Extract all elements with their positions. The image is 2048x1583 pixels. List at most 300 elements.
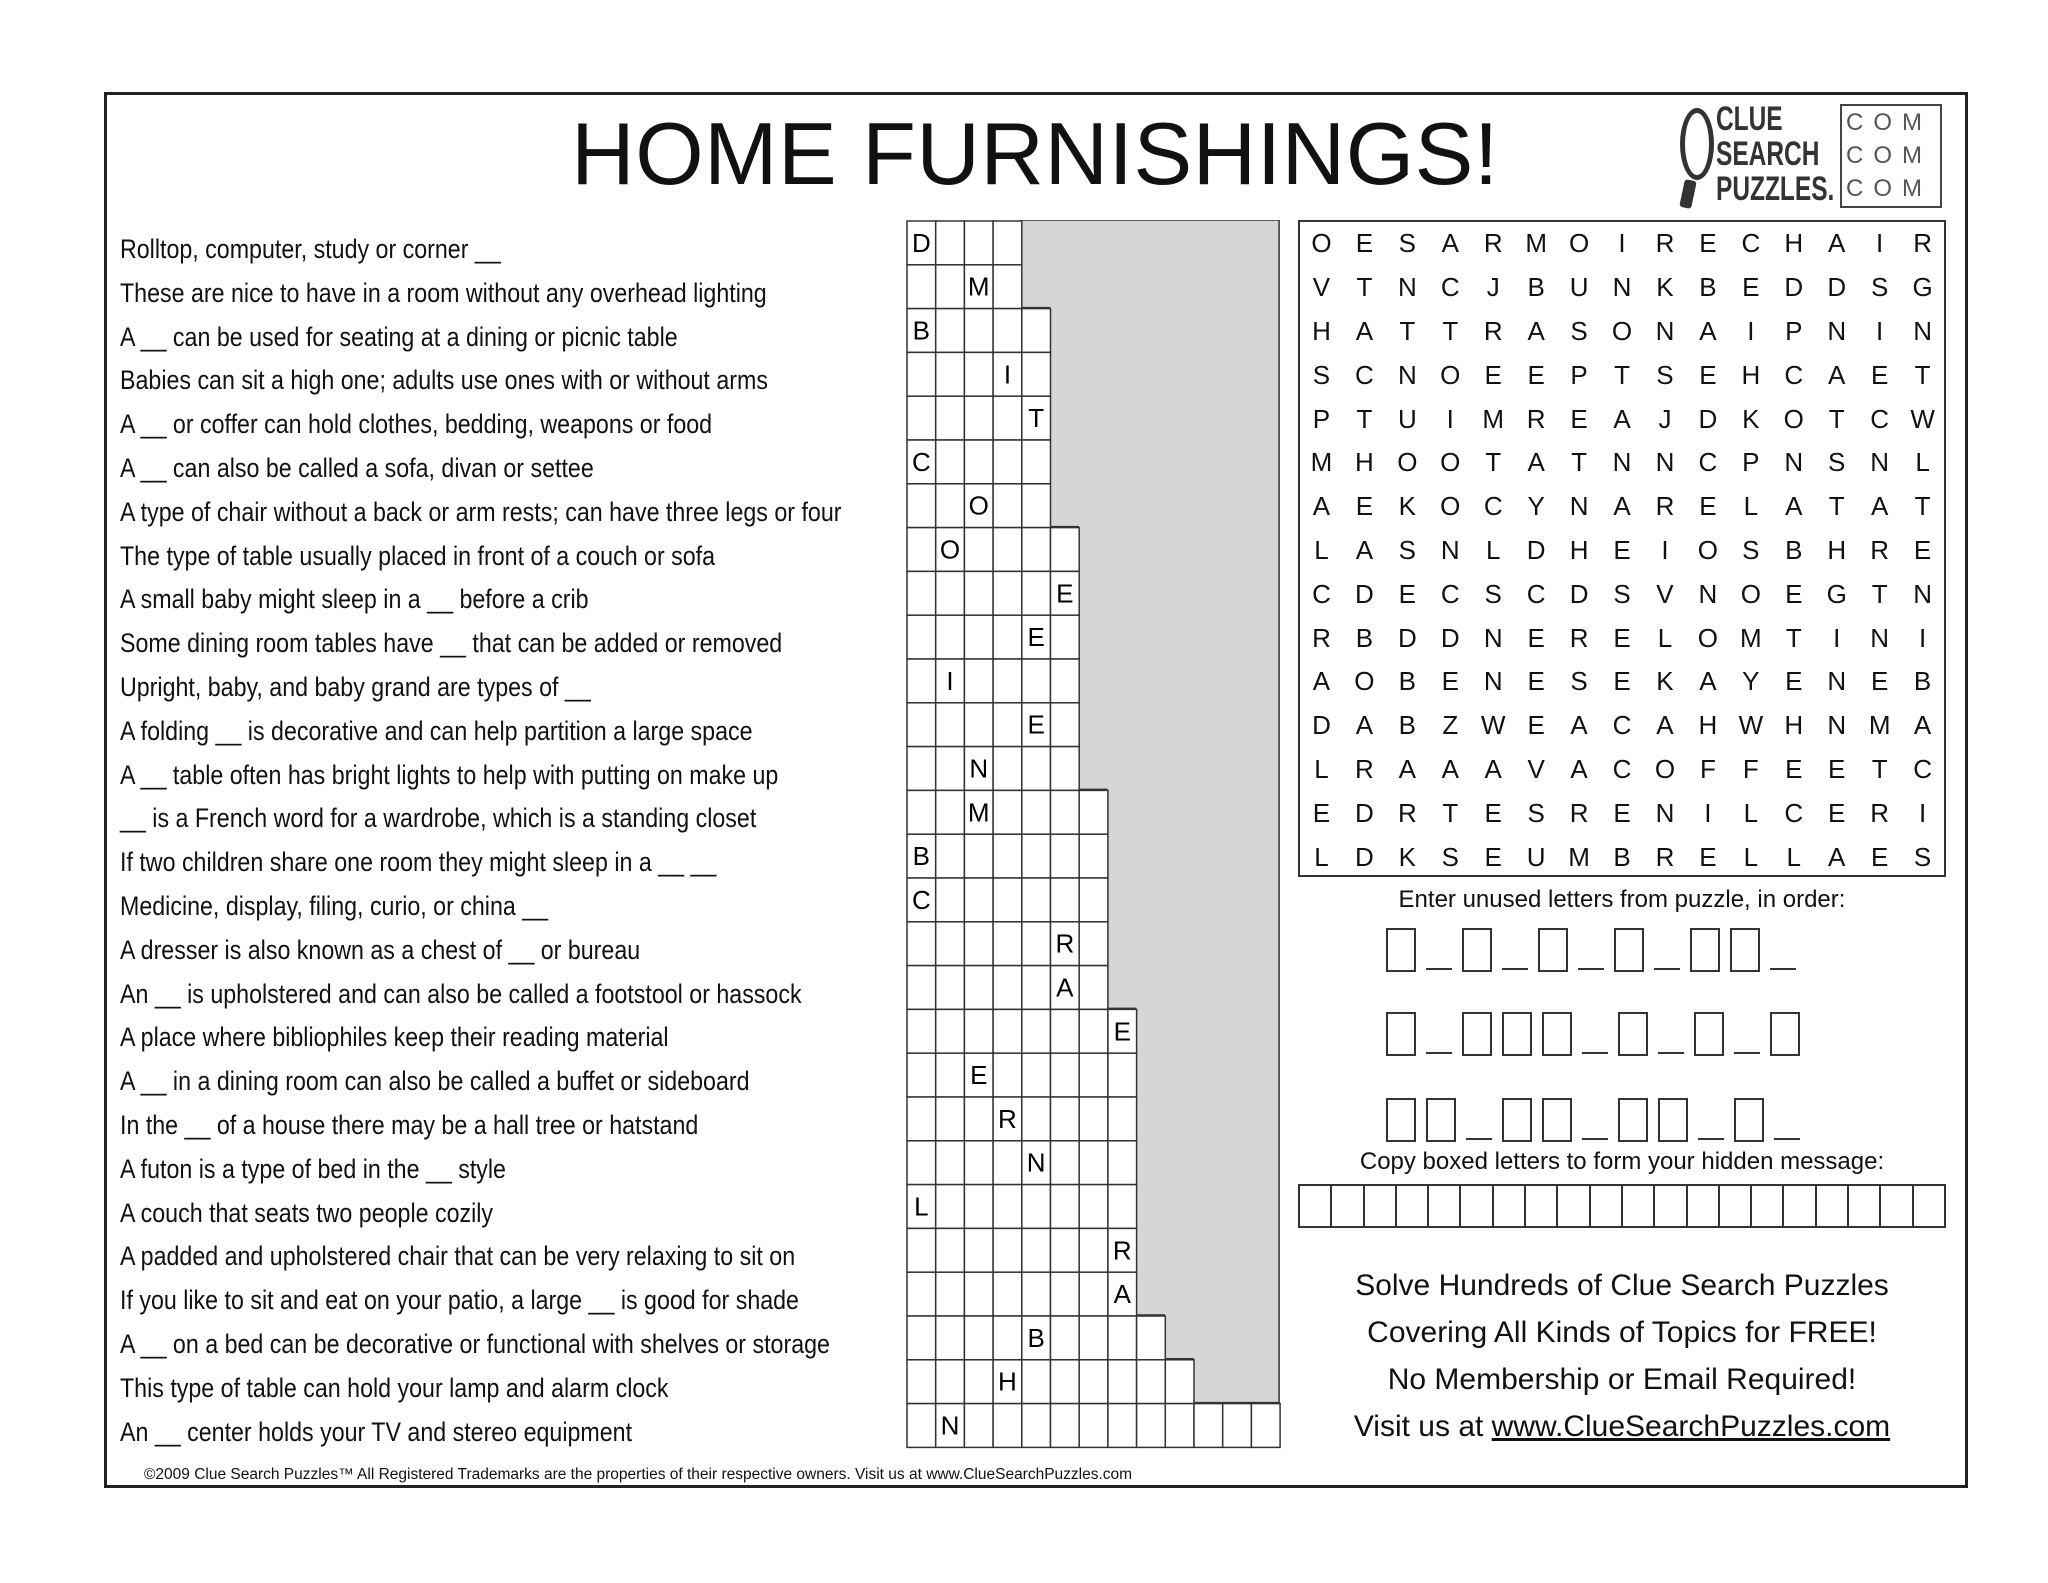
answer-cell[interactable] (1079, 1228, 1108, 1272)
answer-cell[interactable] (907, 484, 936, 528)
word-search-letter[interactable]: N (1870, 447, 1890, 478)
message-letter-box[interactable] (1300, 1186, 1332, 1226)
word-search-letter[interactable]: P (1312, 403, 1331, 434)
word-search-letter[interactable]: A (1570, 753, 1588, 784)
answer-cell[interactable] (936, 703, 965, 747)
letter-box[interactable] (1538, 928, 1568, 972)
word-search-letter[interactable]: S (1870, 272, 1889, 303)
answer-grid[interactable] (906, 220, 1286, 1460)
answer-cell[interactable] (993, 615, 1022, 659)
answer-cell[interactable] (936, 922, 965, 966)
word-search-letter[interactable]: S (1913, 841, 1932, 872)
answer-cell[interactable] (993, 396, 1022, 440)
word-search-letter[interactable]: I (1618, 228, 1626, 259)
message-letter-box[interactable] (1461, 1186, 1493, 1226)
word-search-letter[interactable]: G (1826, 578, 1847, 609)
answer-cell[interactable] (993, 966, 1022, 1010)
word-search-letter[interactable]: N (1655, 447, 1675, 478)
message-letter-box[interactable] (1817, 1186, 1849, 1226)
word-search-letter[interactable]: C (1483, 491, 1503, 522)
answer-cell[interactable] (907, 396, 936, 440)
answer-cell[interactable] (1051, 1097, 1080, 1141)
word-search-letter[interactable]: W (1738, 710, 1764, 741)
message-letter-box[interactable] (1914, 1186, 1944, 1226)
message-letter-box[interactable] (1752, 1186, 1784, 1226)
word-search-letter[interactable]: E (1355, 228, 1374, 259)
word-search-letter[interactable]: A (1699, 315, 1717, 346)
word-search-letter[interactable]: S (1484, 578, 1502, 609)
word-search-letter[interactable]: D (1526, 534, 1546, 565)
answer-cell[interactable] (1022, 352, 1051, 396)
answer-cell[interactable] (993, 922, 1022, 966)
word-search-letter[interactable]: E (1355, 491, 1374, 522)
word-search-letter[interactable]: R (1483, 315, 1503, 346)
word-search-letter[interactable]: L (1314, 534, 1329, 565)
word-search-letter[interactable]: R (1655, 491, 1675, 522)
word-search-letter[interactable]: I (1918, 797, 1927, 828)
answer-cell[interactable] (964, 440, 993, 484)
answer-cell[interactable] (1051, 1228, 1080, 1272)
message-letter-box[interactable] (1591, 1186, 1623, 1226)
word-search-letter[interactable]: E (1312, 797, 1331, 828)
letter-box[interactable] (1694, 1012, 1724, 1056)
answer-cell[interactable] (907, 615, 936, 659)
answer-cell[interactable] (1051, 659, 1080, 703)
word-search-letter[interactable]: E (1699, 491, 1717, 522)
word-search-letter[interactable]: T (1571, 447, 1588, 478)
word-search-letter[interactable]: B (1613, 841, 1631, 872)
word-search-letter[interactable]: L (1314, 753, 1329, 784)
answer-cell[interactable] (964, 1097, 993, 1141)
word-search-letter[interactable]: N (1827, 666, 1847, 697)
word-search-letter[interactable]: N (1913, 578, 1932, 609)
answer-cell[interactable] (993, 1185, 1022, 1229)
letter-blank[interactable] (1698, 1138, 1724, 1140)
word-search-letter[interactable]: C (1698, 447, 1718, 478)
letter-box[interactable] (1386, 1012, 1416, 1056)
word-search-letter[interactable]: W (1910, 403, 1935, 434)
answer-cell[interactable] (1022, 484, 1051, 528)
word-search-letter[interactable]: E (1870, 666, 1889, 697)
word-search-letter[interactable]: T (1828, 403, 1845, 434)
word-search-letter[interactable]: T (1356, 272, 1373, 303)
answer-cell[interactable] (1022, 747, 1051, 791)
word-search-letter[interactable]: Z (1442, 710, 1459, 741)
message-letter-box[interactable] (1558, 1186, 1590, 1226)
word-search-letter[interactable]: L (1657, 622, 1673, 653)
word-search-letter[interactable]: N (1483, 666, 1503, 697)
answer-cell[interactable] (993, 484, 1022, 528)
answer-cell[interactable] (993, 571, 1022, 615)
word-search-letter[interactable]: G (1912, 272, 1933, 303)
answer-cell[interactable] (1051, 703, 1080, 747)
answer-cell[interactable] (993, 1053, 1022, 1097)
word-search-letter[interactable]: A (1613, 403, 1631, 434)
word-search-letter[interactable]: R (1569, 622, 1589, 653)
answer-cell[interactable] (964, 922, 993, 966)
answer-cell[interactable] (1022, 790, 1051, 834)
word-search-letter[interactable]: E (1785, 753, 1803, 784)
word-search-letter[interactable]: R (1526, 403, 1546, 434)
answer-cell[interactable] (1022, 1228, 1051, 1272)
answer-cell[interactable] (964, 1316, 993, 1360)
answer-cell[interactable] (1079, 790, 1108, 834)
word-search-letter[interactable]: B (1527, 272, 1545, 303)
word-search-letter[interactable]: W (1480, 710, 1506, 741)
answer-cell[interactable] (1022, 1009, 1051, 1053)
letter-box[interactable] (1462, 928, 1492, 972)
word-search-letter[interactable]: U (1569, 272, 1589, 303)
answer-cell[interactable] (936, 221, 965, 265)
word-search-letter[interactable]: I (1876, 228, 1884, 259)
word-search-letter[interactable]: A (1828, 359, 1846, 390)
answer-cell[interactable] (993, 1228, 1022, 1272)
letter-box[interactable] (1690, 928, 1720, 972)
answer-cell[interactable] (964, 659, 993, 703)
answer-cell[interactable] (964, 834, 993, 878)
answer-cell[interactable] (964, 1404, 993, 1448)
word-search-letter[interactable]: B (1699, 272, 1717, 303)
word-search-letter[interactable]: S (1441, 841, 1459, 872)
word-search-letter[interactable]: C (1526, 578, 1546, 609)
unused-letters-row[interactable] (1386, 1008, 1810, 1056)
letter-box[interactable] (1542, 1012, 1572, 1056)
word-search-letter[interactable]: E (1699, 841, 1717, 872)
word-search-letter[interactable]: L (1786, 841, 1802, 872)
word-search-letter[interactable]: N (1440, 534, 1460, 565)
word-search-letter[interactable]: S (1613, 578, 1631, 609)
word-search-letter[interactable]: A (1613, 491, 1631, 522)
word-search-letter[interactable]: A (1355, 315, 1374, 346)
message-letter-box[interactable] (1784, 1186, 1816, 1226)
word-search-letter[interactable]: M (1868, 710, 1891, 741)
word-search-letter[interactable]: A (1312, 491, 1331, 522)
word-search-letter[interactable]: S (1570, 666, 1588, 697)
word-search-letter[interactable]: T (1914, 359, 1931, 390)
answer-cell[interactable] (907, 1272, 936, 1316)
word-search-letter[interactable]: S (1570, 315, 1588, 346)
answer-cell[interactable] (993, 1404, 1022, 1448)
answer-cell[interactable] (1108, 1360, 1137, 1404)
word-search-letter[interactable]: E (1870, 359, 1889, 390)
word-search-letter[interactable]: R (1913, 228, 1932, 259)
answer-cell[interactable] (993, 1316, 1022, 1360)
word-search-letter[interactable]: M (1740, 622, 1762, 653)
answer-cell[interactable] (1022, 1360, 1051, 1404)
message-letter-box[interactable] (1881, 1186, 1913, 1226)
word-search-letter[interactable]: E (1828, 797, 1846, 828)
answer-cell[interactable] (993, 878, 1022, 922)
word-search-grid[interactable] (1298, 220, 1946, 877)
word-search-letter[interactable]: N (1655, 797, 1675, 828)
word-search-letter[interactable]: E (1527, 666, 1545, 697)
message-letter-box[interactable] (1365, 1186, 1397, 1226)
answer-cell[interactable] (1079, 1141, 1108, 1185)
word-search-letter[interactable]: H (1698, 710, 1718, 741)
word-search-letter[interactable]: O (1697, 622, 1719, 653)
letter-box[interactable] (1502, 1098, 1532, 1142)
word-search-letter[interactable]: D (1440, 622, 1460, 653)
word-search-letter[interactable]: M (1482, 403, 1505, 434)
letter-blank[interactable] (1658, 1052, 1684, 1054)
answer-cell[interactable] (907, 1009, 936, 1053)
word-search-letter[interactable]: A (1312, 666, 1331, 697)
word-search-letter[interactable]: C (1913, 753, 1932, 784)
letter-box[interactable] (1614, 928, 1644, 972)
word-search-letter[interactable]: M (1568, 841, 1590, 872)
word-search-letter[interactable]: O (1440, 491, 1461, 522)
word-search-letter[interactable]: T (1871, 578, 1888, 609)
answer-cell[interactable] (1022, 309, 1051, 353)
word-search-letter[interactable]: R (1655, 841, 1675, 872)
answer-cell[interactable] (1079, 1404, 1108, 1448)
word-search-letter[interactable]: D (1397, 622, 1417, 653)
word-search-letter[interactable]: E (1613, 797, 1631, 828)
answer-cell[interactable] (907, 703, 936, 747)
word-search-letter[interactable]: H (1741, 359, 1761, 390)
word-search-letter[interactable]: H (1355, 447, 1374, 478)
answer-cell[interactable] (1051, 878, 1080, 922)
message-letter-box[interactable] (1655, 1186, 1687, 1226)
word-search-letter[interactable]: H (1569, 534, 1589, 565)
answer-cell[interactable] (1051, 1009, 1080, 1053)
word-search-letter[interactable]: C (1355, 359, 1374, 390)
answer-cell[interactable] (936, 352, 965, 396)
word-search-letter[interactable]: O (1354, 666, 1375, 697)
answer-cell[interactable] (1079, 966, 1108, 1010)
answer-cell[interactable] (907, 1360, 936, 1404)
word-search-letter[interactable]: E (1699, 228, 1717, 259)
answer-cell[interactable] (1251, 1404, 1280, 1448)
word-search-letter[interactable]: U (1397, 403, 1417, 434)
answer-cell[interactable] (1079, 1185, 1108, 1229)
answer-cell[interactable] (1022, 571, 1051, 615)
answer-cell[interactable] (936, 396, 965, 440)
word-search-letter[interactable]: E (1484, 841, 1502, 872)
word-search-letter[interactable]: C (1612, 710, 1632, 741)
answer-cell[interactable] (1051, 1316, 1080, 1360)
answer-cell[interactable] (964, 309, 993, 353)
answer-cell[interactable] (936, 309, 965, 353)
word-search-letter[interactable]: B (1785, 534, 1803, 565)
word-search-letter[interactable]: F (1699, 753, 1716, 784)
answer-cell[interactable] (1051, 1404, 1080, 1448)
word-search-letter[interactable]: A (1913, 710, 1932, 741)
message-letter-box[interactable] (1429, 1186, 1461, 1226)
word-search-letter[interactable]: O (1783, 403, 1804, 434)
answer-cell[interactable] (964, 528, 993, 572)
answer-cell[interactable] (1022, 834, 1051, 878)
word-search-letter[interactable]: E (1527, 622, 1545, 653)
word-search-letter[interactable]: E (1527, 359, 1545, 390)
word-search-letter[interactable]: T (1914, 491, 1931, 522)
unused-letters-row[interactable] (1386, 924, 1806, 972)
word-search-letter[interactable]: T (1485, 447, 1502, 478)
word-search-letter[interactable]: N (1483, 622, 1503, 653)
word-search-letter[interactable]: D (1569, 578, 1589, 609)
word-search-letter[interactable]: E (1527, 710, 1545, 741)
word-search-letter[interactable]: Y (1742, 666, 1760, 697)
letter-box[interactable] (1734, 1098, 1764, 1142)
answer-cell[interactable] (936, 1272, 965, 1316)
message-letter-box[interactable] (1526, 1186, 1558, 1226)
word-search-letter[interactable]: N (1655, 315, 1675, 346)
answer-cell[interactable] (907, 352, 936, 396)
answer-cell[interactable] (993, 440, 1022, 484)
word-search-letter[interactable]: E (1870, 841, 1889, 872)
message-letter-box[interactable] (1397, 1186, 1429, 1226)
letter-box[interactable] (1386, 928, 1416, 972)
answer-cell[interactable] (907, 659, 936, 703)
letter-blank[interactable] (1578, 968, 1604, 970)
answer-cell[interactable] (1022, 1053, 1051, 1097)
answer-cell[interactable] (907, 790, 936, 834)
word-search-letter[interactable]: S (1656, 359, 1674, 390)
letter-blank[interactable] (1774, 1138, 1800, 1140)
answer-cell[interactable] (1051, 1053, 1080, 1097)
word-search-letter[interactable]: T (1442, 797, 1459, 828)
answer-cell[interactable] (964, 878, 993, 922)
answer-cell[interactable] (907, 1228, 936, 1272)
answer-cell[interactable] (907, 1141, 936, 1185)
answer-cell[interactable] (1108, 1185, 1137, 1229)
word-search-letter[interactable]: S (1398, 228, 1417, 259)
word-search-letter[interactable]: N (1612, 447, 1632, 478)
answer-cell[interactable] (1051, 615, 1080, 659)
word-search-letter[interactable]: L (1485, 534, 1501, 565)
answer-cell[interactable] (1108, 1404, 1137, 1448)
answer-cell[interactable] (964, 966, 993, 1010)
answer-cell[interactable] (936, 484, 965, 528)
word-search-letter[interactable]: N (1612, 272, 1632, 303)
word-search-letter[interactable]: E (1441, 666, 1459, 697)
word-search-letter[interactable]: L (1743, 797, 1759, 828)
word-search-letter[interactable]: D (1827, 272, 1847, 303)
answer-cell[interactable] (936, 1360, 965, 1404)
answer-cell[interactable] (964, 571, 993, 615)
message-letter-box[interactable] (1623, 1186, 1655, 1226)
answer-cell[interactable] (907, 528, 936, 572)
message-letter-box[interactable] (1720, 1186, 1752, 1226)
word-search-letter[interactable]: D (1355, 578, 1374, 609)
word-search-letter[interactable]: A (1441, 753, 1459, 784)
answer-cell[interactable] (1022, 440, 1051, 484)
word-search-letter[interactable]: C (1870, 403, 1890, 434)
word-search-letter[interactable]: N (1397, 359, 1417, 390)
word-search-letter[interactable]: D (1355, 797, 1374, 828)
word-search-letter[interactable]: S (1312, 359, 1331, 390)
word-search-letter[interactable]: P (1742, 447, 1760, 478)
word-search-letter[interactable]: N (1698, 578, 1718, 609)
word-search-letter[interactable]: A (1570, 710, 1588, 741)
answer-cell[interactable] (936, 1228, 965, 1272)
word-search-letter[interactable]: E (1828, 753, 1846, 784)
letter-blank[interactable] (1582, 1138, 1608, 1140)
word-search-letter[interactable]: K (1398, 491, 1417, 522)
word-search-letter[interactable]: O (1654, 753, 1676, 784)
answer-cell[interactable] (1079, 1097, 1108, 1141)
answer-cell[interactable] (1108, 1316, 1137, 1360)
letter-box[interactable] (1658, 1098, 1688, 1142)
word-search-letter[interactable]: Y (1527, 491, 1545, 522)
answer-cell[interactable] (964, 1141, 993, 1185)
answer-cell[interactable] (1022, 1185, 1051, 1229)
word-search-letter[interactable]: C (1612, 753, 1632, 784)
word-search-letter[interactable]: D (1312, 710, 1331, 741)
answer-cell[interactable] (964, 1228, 993, 1272)
answer-cell[interactable] (936, 1185, 965, 1229)
word-search-letter[interactable]: T (1785, 622, 1802, 653)
answer-cell[interactable] (936, 440, 965, 484)
answer-cell[interactable] (1194, 1404, 1223, 1448)
word-search-letter[interactable]: L (1314, 841, 1329, 872)
answer-cell[interactable] (1051, 790, 1080, 834)
answer-cell[interactable] (936, 834, 965, 878)
word-search-letter[interactable]: T (1828, 491, 1845, 522)
word-search-letter[interactable]: I (1704, 797, 1712, 828)
unused-letters-row[interactable] (1386, 1094, 1810, 1142)
word-search-letter[interactable]: P (1570, 359, 1588, 390)
word-search-letter[interactable]: S (1527, 797, 1545, 828)
word-search-letter[interactable]: V (1656, 578, 1674, 609)
answer-cell[interactable] (1079, 1316, 1108, 1360)
answer-cell[interactable] (1108, 1141, 1137, 1185)
answer-cell[interactable] (1165, 1404, 1194, 1448)
word-search-letter[interactable]: U (1526, 841, 1546, 872)
answer-cell[interactable] (1108, 1097, 1137, 1141)
word-search-letter[interactable]: T (1399, 315, 1416, 346)
word-search-letter[interactable]: N (1827, 315, 1847, 346)
word-search-letter[interactable]: C (1440, 272, 1460, 303)
word-search-letter[interactable]: R (1312, 622, 1331, 653)
word-search-letter[interactable]: R (1355, 753, 1374, 784)
word-search-letter[interactable]: N (1913, 315, 1932, 346)
word-search-letter[interactable]: O (1697, 534, 1719, 565)
letter-blank[interactable] (1466, 1138, 1492, 1140)
letter-box[interactable] (1730, 928, 1760, 972)
word-search-letter[interactable]: A (1828, 228, 1846, 259)
word-search-letter[interactable]: C (1741, 228, 1761, 259)
word-search-letter[interactable]: C (1784, 797, 1804, 828)
letter-box[interactable] (1386, 1098, 1416, 1142)
word-search-letter[interactable]: A (1527, 447, 1545, 478)
word-search-letter[interactable]: R (1569, 797, 1589, 828)
word-search-letter[interactable]: N (1870, 622, 1890, 653)
word-search-letter[interactable]: O (1311, 228, 1332, 259)
letter-blank[interactable] (1426, 968, 1452, 970)
word-search-letter[interactable]: L (1915, 447, 1930, 478)
word-search-letter[interactable]: V (1312, 272, 1331, 303)
word-search-letter[interactable]: D (1698, 403, 1718, 434)
website-link[interactable]: www.ClueSearchPuzzles.com (1491, 1410, 1891, 1443)
answer-cell[interactable] (1137, 1316, 1166, 1360)
answer-cell[interactable] (1108, 1053, 1137, 1097)
letter-blank[interactable] (1654, 968, 1680, 970)
word-search-letter[interactable]: M (1525, 228, 1547, 259)
word-search-letter[interactable]: A (1441, 228, 1459, 259)
word-search-letter[interactable]: A (1656, 710, 1674, 741)
word-search-letter[interactable]: A (1699, 666, 1717, 697)
word-search-letter[interactable]: I (1747, 315, 1755, 346)
answer-cell[interactable] (1051, 834, 1080, 878)
answer-cell[interactable] (993, 1141, 1022, 1185)
answer-cell[interactable] (1079, 878, 1108, 922)
word-search-letter[interactable]: A (1355, 710, 1374, 741)
word-search-letter[interactable]: O (1397, 447, 1418, 478)
answer-cell[interactable] (936, 1141, 965, 1185)
word-search-letter[interactable]: S (1828, 447, 1846, 478)
word-search-letter[interactable]: N (1827, 710, 1847, 741)
